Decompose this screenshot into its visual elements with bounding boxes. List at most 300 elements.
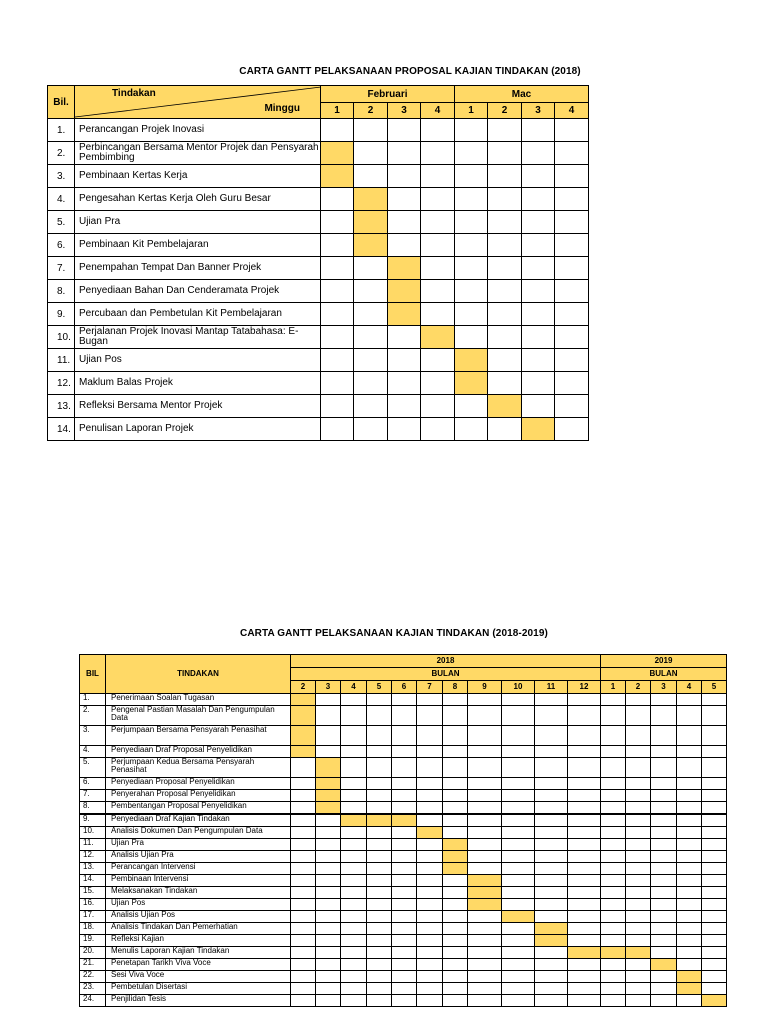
gantt-cell [341,863,367,875]
gantt-cell [535,839,568,851]
activity-label: Penyerahan Proposal Penyelidikan [106,790,291,802]
gantt-cell [651,851,677,863]
gantt-cell [341,875,367,887]
gantt-cell [502,899,535,911]
week-header: 1 [455,103,488,119]
month-header: 5 [367,681,392,694]
gantt-cell [626,814,651,827]
gantt-cell [502,694,535,706]
gantt-cell [568,726,601,746]
gantt-cell [502,758,535,778]
gantt-cell [367,947,392,959]
gantt-cell [417,790,443,802]
gantt-cell [321,257,354,280]
gantt-cell [677,694,702,706]
gantt-cell [291,790,316,802]
gantt-bar-cell [354,211,388,234]
gantt-cell [421,142,455,165]
gantt-cell [321,326,354,349]
gantt-cell [702,887,727,899]
gantt-cell [291,887,316,899]
gantt-cell [367,827,392,839]
gantt-cell [702,911,727,923]
gantt-cell [468,923,502,935]
gantt-bar-cell [443,863,468,875]
gantt-cell [316,839,341,851]
activity-label: Melaksanakan Tindakan [106,887,291,899]
gantt-cell [502,827,535,839]
gantt-cell [443,947,468,959]
gantt-cell [651,726,677,746]
gantt-cell [626,827,651,839]
gantt-cell [321,280,354,303]
tindakan-label: Tindakan [112,88,156,99]
gantt-cell [455,119,488,142]
table-row [80,839,727,851]
gantt-cell [502,746,535,758]
row-number: 1. [48,119,75,142]
gantt-cell [316,887,341,899]
gantt-cell [488,188,522,211]
gantt-cell [651,746,677,758]
gantt-cell [535,726,568,746]
gantt-cell [392,875,417,887]
table-row [80,971,727,983]
gantt-cell [568,839,601,851]
gantt-cell [367,790,392,802]
row-number: 6. [80,778,106,790]
table-row [48,280,589,303]
gantt-cell [626,758,651,778]
gantt-cell [522,303,555,326]
gantt-cell [677,959,702,971]
gantt-cell [488,234,522,257]
gantt-cell [341,911,367,923]
gantt-cell [291,971,316,983]
activity-label: Perjumpaan Bersama Pensyarah Penasihat [106,726,291,746]
gantt-cell [354,349,388,372]
gantt-cell [677,814,702,827]
row-number: 10. [80,827,106,839]
gantt-cell [535,875,568,887]
gantt-cell [417,923,443,935]
gantt-cell [601,971,626,983]
gantt-cell [341,959,367,971]
gantt-bar-cell [455,372,488,395]
gantt-cell [601,814,626,827]
month-header: 5 [702,681,727,694]
gantt-cell [468,995,502,1007]
gantt-cell [502,706,535,726]
gantt-cell [568,983,601,995]
gantt-cell [535,814,568,827]
gantt-cell [702,758,727,778]
gantt-cell [488,303,522,326]
gantt-cell [455,165,488,188]
gantt-cell [626,746,651,758]
gantt-cell [626,911,651,923]
gantt-cell [535,959,568,971]
gantt-cell [367,923,392,935]
gantt-cell [388,165,421,188]
gantt-cell [443,971,468,983]
gantt-cell [651,758,677,778]
table-row [80,995,727,1007]
activity-label: Penjilidan Tesis [106,995,291,1007]
gantt-cell [522,257,555,280]
activity-label: Penyediaan Bahan Dan Cenderamata Projek [75,280,321,303]
gantt-cell [502,875,535,887]
gantt-cell [367,863,392,875]
gantt-cell [392,851,417,863]
month-header: 1 [601,681,626,694]
gantt-cell [367,778,392,790]
activity-label: Penyediaan Draf Kajian Tindakan [106,814,291,827]
gantt-cell [626,875,651,887]
gantt-cell [522,211,555,234]
gantt-cell [291,959,316,971]
month-header: 7 [417,681,443,694]
gantt-cell [341,802,367,815]
gantt-cell [568,875,601,887]
gantt-cell [443,778,468,790]
gantt-cell [502,971,535,983]
gantt-cell [651,875,677,887]
gantt-cell [568,959,601,971]
gantt-cell [626,995,651,1007]
gantt-cell [341,758,367,778]
bil-header: BIL [80,655,106,694]
gantt-cell [443,959,468,971]
activity-label: Perbincangan Bersama Mentor Projek dan Pensyarah Pembimbing [75,142,321,165]
gantt-cell [535,790,568,802]
gantt-cell [392,778,417,790]
gantt-cell [367,694,392,706]
gantt-cell [341,923,367,935]
gantt-cell [367,995,392,1007]
gantt-cell [455,142,488,165]
month-header: 2 [291,681,316,694]
gantt-table-kajian [79,654,727,1007]
minggu-label: Minggu [264,103,300,114]
row-number: 23. [80,983,106,995]
gantt-cell [555,418,589,441]
gantt-cell [417,911,443,923]
row-number: 4. [80,746,106,758]
gantt-bar-cell [626,947,651,959]
gantt-cell [417,875,443,887]
gantt-cell [354,395,388,418]
row-number: 16. [80,899,106,911]
gantt-cell [468,694,502,706]
gantt-cell [417,995,443,1007]
gantt-cell [392,995,417,1007]
gantt-cell [568,923,601,935]
gantt-cell [522,165,555,188]
gantt-cell [421,234,455,257]
gantt-cell [291,778,316,790]
gantt-cell [702,746,727,758]
gantt-cell [555,280,589,303]
gantt-cell [392,827,417,839]
gantt-cell [568,694,601,706]
gantt-cell [341,851,367,863]
gantt-cell [568,706,601,726]
gantt-cell [702,827,727,839]
activity-label: Perjumpaan Kedua Bersama Pensyarah Penasihat [106,758,291,778]
gantt-cell [651,995,677,1007]
chart2-title: CARTA GANTT PELAKSANAAN KAJIAN TINDAKAN (2018-2019) [240,628,548,639]
row-number: 7. [80,790,106,802]
gantt-cell [555,234,589,257]
gantt-cell [702,983,727,995]
row-number: 9. [48,303,75,326]
gantt-cell [367,983,392,995]
gantt-cell [677,851,702,863]
gantt-cell [316,875,341,887]
gantt-cell [354,372,388,395]
gantt-cell [421,372,455,395]
gantt-cell [651,899,677,911]
table-row [80,726,727,746]
gantt-cell [291,827,316,839]
gantt-cell [367,851,392,863]
gantt-cell [316,746,341,758]
gantt-cell [626,983,651,995]
gantt-cell [535,911,568,923]
gantt-cell [443,790,468,802]
gantt-cell [601,983,626,995]
gantt-bar-cell [568,947,601,959]
table-row [48,395,589,418]
gantt-cell [626,851,651,863]
activity-label: Menulis Laporan Kajian Tindakan [106,947,291,959]
gantt-cell [417,863,443,875]
gantt-cell [316,983,341,995]
gantt-cell [417,694,443,706]
gantt-bar-cell [291,706,316,726]
gantt-cell [392,947,417,959]
gantt-cell [291,911,316,923]
gantt-bar-cell [388,303,421,326]
gantt-cell [341,935,367,947]
gantt-cell [601,911,626,923]
month-header: 9 [468,681,502,694]
gantt-cell [555,326,589,349]
table-row [48,372,589,395]
activity-label: Penetapan Tarikh Viva Voce [106,959,291,971]
gantt-cell [291,899,316,911]
gantt-cell [341,827,367,839]
activity-label: Penulisan Laporan Projek [75,418,321,441]
gantt-cell [417,971,443,983]
gantt-cell [354,303,388,326]
gantt-cell [421,165,455,188]
gantt-cell [626,802,651,815]
gantt-bar-cell [468,899,502,911]
activity-label: Pembinaan Intervensi [106,875,291,887]
gantt-cell [601,706,626,726]
gantt-cell [488,372,522,395]
gantt-cell [677,995,702,1007]
activity-label: Perancangan Intervensi [106,863,291,875]
gantt-cell [341,694,367,706]
gantt-cell [388,188,421,211]
gantt-cell [443,983,468,995]
gantt-cell [468,802,502,815]
gantt-bar-cell [388,280,421,303]
gantt-cell [535,758,568,778]
gantt-bar-cell [341,814,367,827]
gantt-cell [535,851,568,863]
gantt-cell [535,802,568,815]
gantt-cell [535,863,568,875]
bil-header: Bil. [48,86,75,119]
gantt-cell [702,935,727,947]
row-number: 6. [48,234,75,257]
gantt-cell [321,395,354,418]
gantt-cell [488,418,522,441]
gantt-cell [341,887,367,899]
table-row [48,165,589,188]
activity-label: Penyediaan Proposal Penyelidikan [106,778,291,790]
gantt-cell [468,971,502,983]
gantt-cell [291,947,316,959]
gantt-cell [341,790,367,802]
table-row [80,802,727,815]
gantt-cell [443,935,468,947]
gantt-cell [535,983,568,995]
gantt-cell [702,706,727,726]
gantt-cell [354,257,388,280]
gantt-cell [468,983,502,995]
gantt-cell [421,303,455,326]
row-number: 3. [48,165,75,188]
row-number: 10. [48,326,75,349]
gantt-cell [555,211,589,234]
table-row [80,959,727,971]
table-row [48,349,589,372]
gantt-cell [367,726,392,746]
gantt-cell [502,947,535,959]
gantt-cell [488,257,522,280]
gantt-cell [522,234,555,257]
gantt-bar-cell [316,790,341,802]
gantt-cell [316,827,341,839]
gantt-cell [468,863,502,875]
gantt-cell [702,971,727,983]
activity-label: Analisis Tindakan Dan Pemerhatian [106,923,291,935]
gantt-bar-cell [601,947,626,959]
month-header: Februari [321,86,455,103]
activity-label: Pembetulan Disertasi [106,983,291,995]
table-row [80,758,727,778]
table-row [80,911,727,923]
week-header: 2 [488,103,522,119]
activity-label: Maklum Balas Projek [75,372,321,395]
gantt-cell [502,959,535,971]
gantt-cell [568,758,601,778]
gantt-cell [291,814,316,827]
gantt-cell [468,790,502,802]
row-number: 4. [48,188,75,211]
gantt-cell [601,887,626,899]
gantt-cell [392,923,417,935]
gantt-cell [388,234,421,257]
row-number: 14. [48,418,75,441]
gantt-cell [626,706,651,726]
week-header: 1 [321,103,354,119]
gantt-cell [555,142,589,165]
table-row [80,790,727,802]
gantt-cell [702,947,727,959]
gantt-cell [677,839,702,851]
chart1-title: CARTA GANTT PELAKSANAAN PROPOSAL KAJIAN TINDAKAN (2018) [239,66,581,77]
week-header: 4 [555,103,589,119]
gantt-bar-cell [316,778,341,790]
table-row [80,983,727,995]
gantt-cell [522,119,555,142]
gantt-cell [626,839,651,851]
row-number: 5. [80,758,106,778]
gantt-cell [568,899,601,911]
gantt-cell [417,935,443,947]
table-row [48,326,589,349]
table-row [80,778,727,790]
gantt-cell [702,899,727,911]
activity-label: Analisis Ujian Pos [106,911,291,923]
gantt-cell [626,923,651,935]
gantt-cell [651,706,677,726]
gantt-cell [417,758,443,778]
gantt-cell [341,899,367,911]
gantt-bar-cell [522,418,555,441]
activity-label: Refleksi Bersama Mentor Projek [75,395,321,418]
gantt-cell [367,935,392,947]
gantt-cell [651,971,677,983]
gantt-cell [392,971,417,983]
gantt-cell [417,851,443,863]
gantt-cell [568,887,601,899]
gantt-cell [392,983,417,995]
gantt-cell [291,875,316,887]
gantt-cell [421,119,455,142]
gantt-cell [488,211,522,234]
gantt-cell [468,935,502,947]
week-header: 3 [388,103,421,119]
gantt-bar-cell [468,875,502,887]
gantt-cell [341,778,367,790]
gantt-cell [291,839,316,851]
gantt-cell [468,706,502,726]
gantt-cell [702,726,727,746]
month-header: 4 [677,681,702,694]
row-number: 5. [48,211,75,234]
row-number: 2. [48,142,75,165]
gantt-cell [568,802,601,815]
gantt-cell [535,899,568,911]
gantt-cell [468,839,502,851]
gantt-bar-cell [468,887,502,899]
gantt-cell [421,211,455,234]
gantt-cell [626,935,651,947]
gantt-cell [677,802,702,815]
table-row [80,863,727,875]
gantt-cell [555,165,589,188]
gantt-cell [341,995,367,1007]
month-header: 3 [651,681,677,694]
gantt-cell [417,983,443,995]
